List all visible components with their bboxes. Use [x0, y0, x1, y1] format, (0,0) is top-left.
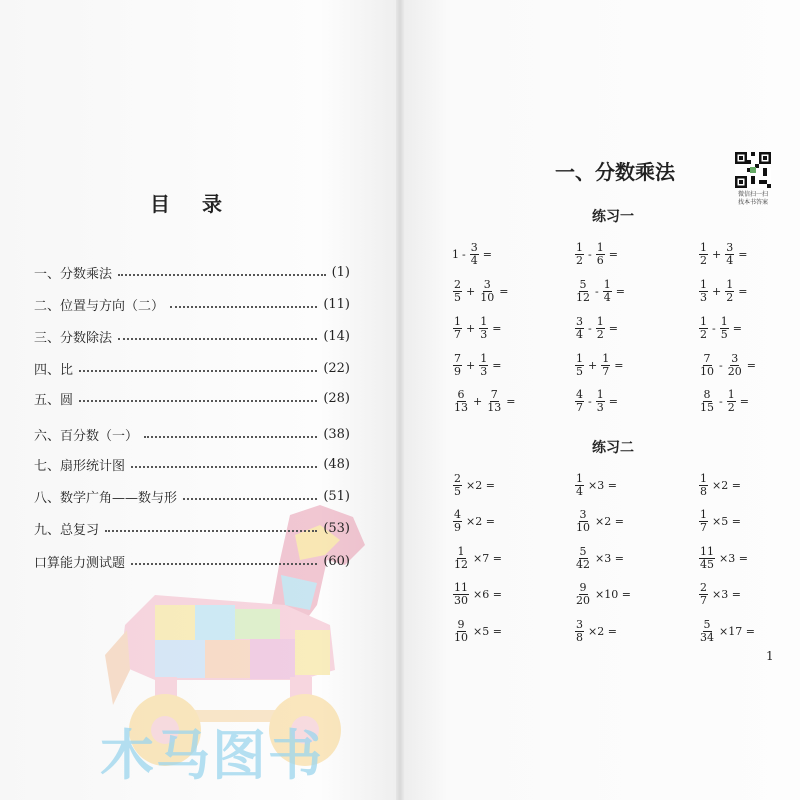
operator: = — [482, 247, 492, 261]
toc-entry-label: 四、比 — [34, 362, 74, 378]
denominator: 5 — [454, 484, 461, 498]
toc-entry-page: (11) — [323, 296, 350, 312]
numerator: 8 — [703, 387, 711, 401]
fraction — [575, 473, 584, 498]
numerator: 9 — [457, 617, 465, 631]
numerator: 1 — [480, 351, 488, 365]
toc-leader-dots — [144, 436, 317, 438]
exercise-2-title: 练习二 — [592, 440, 634, 456]
chapter-title: 一、分数乘法 — [555, 160, 675, 184]
operator: + — [588, 358, 598, 372]
toc-entry-label: 八、数学广角——数与形 — [34, 490, 178, 506]
operator: = — [506, 394, 516, 408]
denominator: 2 — [700, 327, 707, 341]
math-problem — [698, 503, 744, 539]
qr-caption-line-2: 找本书答案 — [737, 199, 768, 206]
denominator: 20 — [727, 364, 742, 378]
numerator: 1 — [576, 240, 583, 254]
operator: = — [614, 358, 624, 372]
math-problem — [452, 310, 504, 346]
fraction — [725, 242, 734, 267]
denominator: 5 — [576, 364, 583, 378]
numerator: 1 — [700, 507, 707, 521]
numerator: 3 — [576, 617, 583, 631]
operator: = — [739, 394, 749, 408]
toc-entry-page: (53) — [323, 520, 350, 536]
operator: - — [719, 358, 723, 372]
fraction — [699, 242, 708, 267]
numerator: 4 — [454, 507, 461, 521]
operator: = — [608, 394, 618, 408]
numerator: 5 — [579, 277, 587, 291]
denominator: 2 — [700, 253, 707, 267]
numerator: 3 — [579, 507, 587, 521]
toc-entry-page: (1) — [331, 264, 350, 280]
fraction — [453, 316, 462, 341]
fraction — [575, 582, 591, 607]
numerator: 1 — [457, 544, 465, 558]
math-problem — [452, 347, 504, 383]
operator: ×3 = — [719, 551, 748, 565]
math-problem — [574, 236, 621, 272]
denominator: 2 — [726, 290, 734, 304]
denominator: 42 — [576, 557, 590, 571]
numerator: 3 — [470, 240, 478, 254]
fraction — [699, 473, 708, 498]
numerator: 1 — [576, 351, 583, 365]
toc-leader-dots — [105, 530, 317, 532]
denominator: 4 — [470, 253, 478, 267]
toc-title — [150, 188, 222, 217]
denominator: 5 — [454, 290, 461, 304]
operator: + — [473, 394, 483, 408]
denominator: 4 — [576, 484, 583, 498]
denominator: 2 — [576, 253, 583, 267]
fraction — [479, 279, 495, 304]
fraction — [699, 279, 708, 304]
math-problem — [698, 236, 750, 272]
operator: ×3 = — [588, 478, 617, 492]
denominator: 13 — [454, 400, 468, 414]
denominator: 4 — [726, 253, 734, 267]
numerator: 7 — [454, 351, 461, 365]
math-problem — [698, 383, 752, 419]
denominator: 4 — [603, 290, 611, 304]
denominator: 9 — [454, 364, 461, 378]
numerator: 1 — [602, 351, 610, 365]
denominator: 10 — [480, 290, 495, 304]
denominator: 2 — [727, 400, 735, 414]
fraction — [575, 316, 584, 341]
toc-leader-dots — [79, 370, 317, 372]
toc-entry-label: 口算能力测试题 — [34, 555, 126, 571]
toc-entry-label: 五、圆 — [34, 392, 74, 408]
operator: - — [588, 247, 592, 261]
toc-leader-dots — [183, 498, 317, 500]
operator: - — [462, 247, 466, 261]
fraction — [699, 389, 715, 414]
numerator: 2 — [700, 580, 707, 594]
toc-entry-label: 二、位置与方向（二） — [34, 298, 165, 314]
fraction — [486, 389, 502, 414]
fraction — [699, 619, 715, 644]
operator: = — [738, 247, 748, 261]
denominator: 3 — [480, 364, 488, 378]
fraction — [453, 509, 462, 534]
toc-entry-page: (60) — [323, 553, 350, 569]
denominator: 6 — [596, 253, 604, 267]
denominator: 7 — [700, 593, 707, 607]
fraction — [699, 316, 708, 341]
toc-entry-page: (28) — [323, 390, 350, 406]
fraction — [453, 353, 462, 378]
fraction — [470, 242, 479, 267]
operator: ×2 = — [466, 514, 495, 528]
numerator: 7 — [703, 351, 711, 365]
math-problem — [574, 540, 627, 576]
denominator: 20 — [576, 593, 590, 607]
operator: ×5 = — [712, 514, 741, 528]
toc-entry — [34, 486, 350, 506]
fraction — [575, 619, 584, 644]
denominator: 13 — [487, 400, 502, 414]
fraction — [453, 619, 469, 644]
math-problem — [574, 503, 627, 539]
operator: = — [492, 358, 502, 372]
toc-title-char-1: 目 — [150, 192, 170, 216]
exercise-1-title: 练习一 — [592, 209, 634, 225]
numerator: 3 — [731, 351, 739, 365]
toc-entry — [34, 326, 350, 346]
operator: = — [492, 321, 502, 335]
operator: ×6 = — [473, 587, 502, 601]
numerator: 1 — [700, 314, 707, 328]
numerator: 1 — [596, 314, 604, 328]
toc-entry-page: (38) — [323, 426, 350, 442]
fraction — [479, 316, 488, 341]
denominator: 7 — [454, 327, 461, 341]
math-problem — [574, 273, 628, 309]
denominator: 7 — [700, 520, 707, 534]
fraction — [575, 353, 584, 378]
operator: ×5 = — [473, 624, 502, 638]
operator: = — [608, 247, 618, 261]
fraction — [575, 389, 584, 414]
numerator: 1 — [576, 471, 583, 485]
math-problem — [452, 273, 511, 309]
operator: ×3 = — [595, 551, 624, 565]
fraction — [453, 389, 469, 414]
operator: = — [615, 284, 625, 298]
numerator: 6 — [457, 387, 465, 401]
denominator: 12 — [576, 290, 590, 304]
math-problem — [452, 613, 505, 649]
operator: - — [588, 321, 592, 335]
math-problem — [698, 540, 751, 576]
math-problem — [698, 347, 759, 383]
numerator: 2 — [454, 277, 461, 291]
denominator: 4 — [576, 327, 583, 341]
numerator: 5 — [579, 544, 587, 558]
fraction — [699, 353, 715, 378]
numerator: 11 — [700, 544, 714, 558]
denominator: 30 — [454, 593, 468, 607]
fraction — [453, 546, 469, 571]
numerator: 1 — [596, 387, 604, 401]
toc-entry-label: 六、百分数（一） — [34, 428, 139, 444]
toc-leader-dots — [170, 306, 317, 308]
fraction — [596, 316, 605, 341]
operator: ×10 = — [595, 587, 631, 601]
operator: ×2 = — [595, 514, 624, 528]
numerator: 9 — [579, 580, 587, 594]
watermark-text: 木马图书 — [100, 724, 324, 787]
numerator: 11 — [454, 580, 468, 594]
operator: + — [712, 284, 722, 298]
fraction — [725, 279, 734, 304]
denominator: 3 — [480, 327, 488, 341]
operator: ×2 = — [712, 478, 741, 492]
fraction — [575, 279, 591, 304]
math-problem — [574, 347, 626, 383]
fraction — [699, 546, 715, 571]
integer: 1 — [452, 247, 459, 261]
math-problem — [452, 383, 518, 419]
denominator: 34 — [700, 630, 714, 644]
numerator: 1 — [596, 240, 604, 254]
qr-caption — [728, 191, 778, 207]
toc-entry-label: 三、分数除法 — [34, 330, 113, 346]
operator: = — [608, 321, 618, 335]
toc-entry-page: (14) — [323, 328, 350, 344]
denominator: 2 — [596, 327, 604, 341]
numerator: 1 — [720, 314, 728, 328]
math-problem — [574, 467, 620, 503]
math-problem — [698, 273, 750, 309]
toc-leader-dots — [79, 400, 317, 402]
denominator: 8 — [700, 484, 707, 498]
numerator: 3 — [726, 240, 734, 254]
fraction — [479, 353, 488, 378]
toc-title-char-2: 录 — [202, 192, 222, 216]
denominator: 10 — [576, 520, 590, 534]
numerator: 1 — [603, 277, 611, 291]
denominator: 5 — [720, 327, 728, 341]
numerator: 1 — [726, 277, 734, 291]
numerator: 1 — [454, 314, 461, 328]
toc-entry — [34, 358, 350, 378]
denominator: 3 — [700, 290, 707, 304]
numerator: 1 — [700, 240, 707, 254]
fraction — [727, 353, 743, 378]
denominator: 7 — [576, 400, 583, 414]
fraction — [453, 473, 462, 498]
operator: ×2 = — [588, 624, 617, 638]
denominator: 3 — [596, 400, 604, 414]
operator: + — [466, 284, 476, 298]
numerator: 3 — [483, 277, 491, 291]
book-gutter — [396, 0, 404, 800]
math-problem — [698, 613, 758, 649]
operator: ×2 = — [466, 478, 495, 492]
toc-entry-page: (48) — [323, 456, 350, 472]
math-problem — [452, 540, 505, 576]
operator: = — [732, 321, 742, 335]
denominator: 15 — [700, 400, 714, 414]
toc-entry-page: (51) — [323, 488, 350, 504]
fraction — [596, 389, 605, 414]
math-problem — [452, 503, 498, 539]
numerator: 7 — [490, 387, 498, 401]
math-problem — [574, 613, 620, 649]
numerator: 4 — [576, 387, 583, 401]
math-problem — [574, 383, 621, 419]
math-problem — [698, 467, 744, 503]
denominator: 45 — [700, 557, 714, 571]
fraction — [720, 316, 729, 341]
toc-leader-dots — [131, 563, 317, 565]
fraction — [699, 509, 708, 534]
denominator: 10 — [700, 364, 714, 378]
math-problem — [452, 236, 495, 272]
toc-entry — [34, 551, 350, 571]
toc-entry — [34, 518, 350, 538]
denominator: 8 — [576, 630, 583, 644]
math-problem — [452, 576, 505, 612]
toc-entry — [34, 262, 350, 282]
fraction — [453, 582, 469, 607]
fraction — [575, 509, 591, 534]
denominator: 12 — [454, 557, 468, 571]
fraction — [603, 279, 612, 304]
toc-entry — [34, 388, 350, 408]
numerator: 1 — [727, 387, 735, 401]
math-problem — [574, 576, 634, 612]
numerator: 2 — [454, 471, 461, 485]
operator: ×17 = — [719, 624, 755, 638]
toc-entry-label: 一、分数乘法 — [34, 266, 113, 282]
denominator: 9 — [454, 520, 461, 534]
numerator: 1 — [480, 314, 488, 328]
operator: ×3 = — [712, 587, 741, 601]
math-problem — [574, 310, 621, 346]
fraction — [596, 242, 605, 267]
math-problem — [452, 467, 498, 503]
fraction — [699, 582, 708, 607]
operator: - — [595, 284, 599, 298]
numerator: 5 — [703, 617, 711, 631]
operator: + — [466, 321, 476, 335]
qr-caption-line-1: 微信扫一扫 — [737, 191, 768, 198]
toc-entry-page: (22) — [323, 360, 350, 376]
toc-entry-label: 七、扇形统计图 — [34, 458, 126, 474]
toc-leader-dots — [131, 466, 317, 468]
toc-entry-label: 九、总复习 — [34, 522, 100, 538]
fraction — [575, 546, 591, 571]
toc-leader-dots — [118, 274, 326, 276]
fraction — [575, 242, 584, 267]
operator: - — [719, 394, 723, 408]
page-number: 1 — [766, 649, 774, 663]
fraction — [453, 279, 462, 304]
denominator: 7 — [602, 364, 610, 378]
denominator: 10 — [454, 630, 468, 644]
fraction — [601, 353, 610, 378]
math-problem — [698, 310, 745, 346]
numerator: 1 — [700, 471, 707, 485]
operator: - — [712, 321, 716, 335]
numerator: 1 — [700, 277, 707, 291]
operator: + — [466, 358, 476, 372]
operator: - — [588, 394, 592, 408]
toc-entry — [34, 424, 350, 444]
qr-code-icon — [735, 152, 771, 188]
operator: = — [738, 284, 748, 298]
operator: = — [499, 284, 509, 298]
operator: ×7 = — [473, 551, 502, 565]
operator: = — [746, 358, 756, 372]
fraction — [727, 389, 736, 414]
toc-entry — [34, 294, 350, 314]
numerator: 3 — [576, 314, 583, 328]
operator: + — [712, 247, 722, 261]
toc-leader-dots — [118, 338, 317, 340]
toc-entry — [34, 454, 350, 474]
math-problem — [698, 576, 744, 612]
